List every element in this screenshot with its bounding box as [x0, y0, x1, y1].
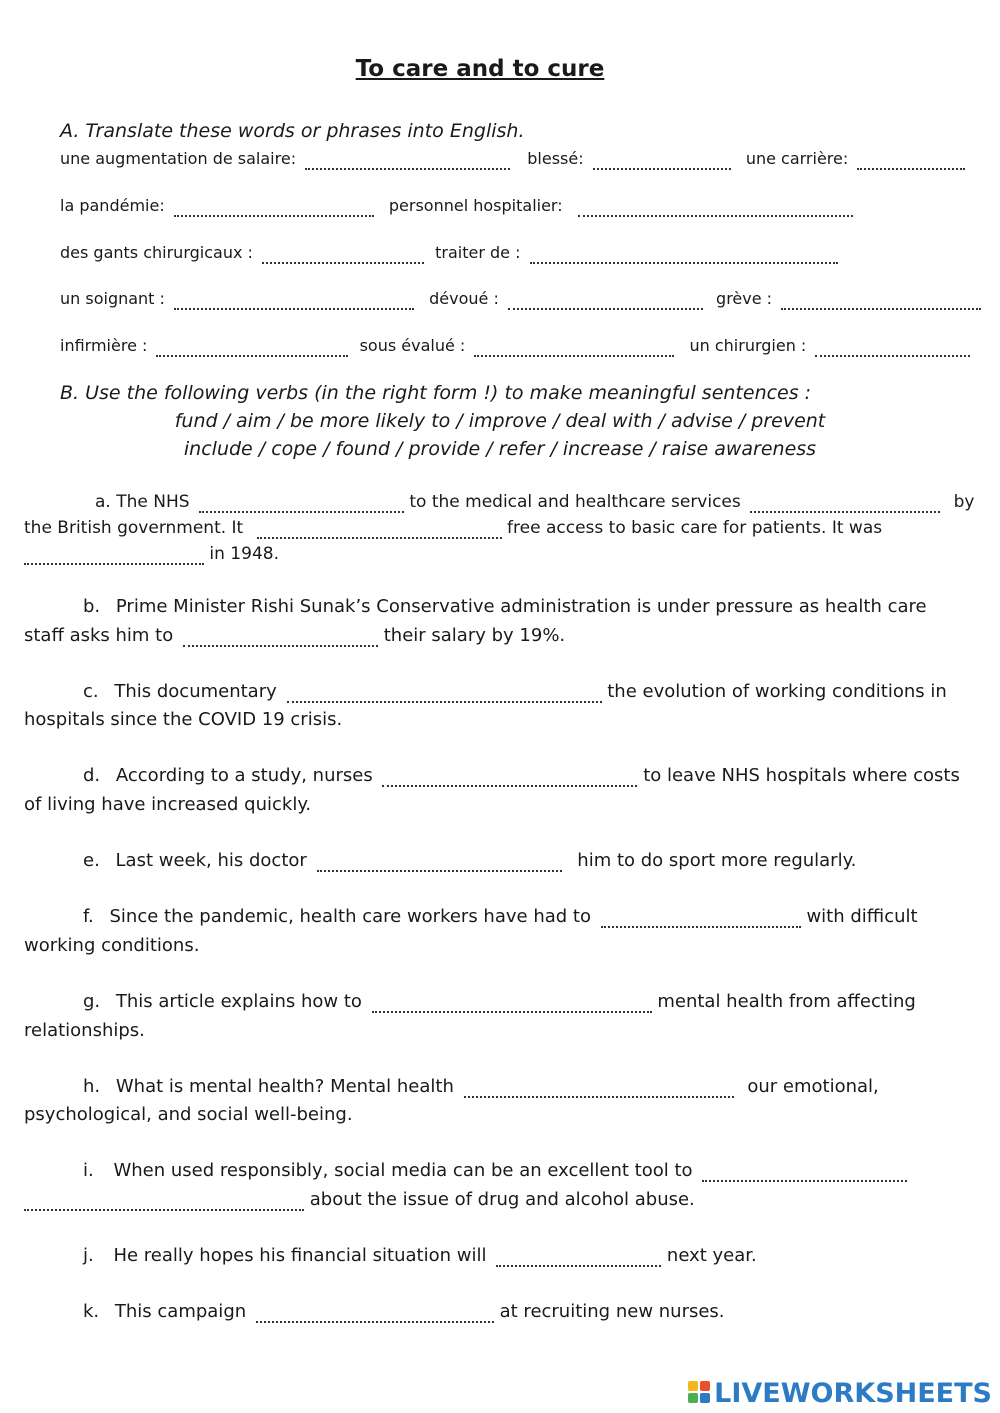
- sentence-blank-input[interactable]: [317, 852, 562, 872]
- vocab-term: un soignant :: [60, 289, 165, 308]
- section-a-heading: A. Translate these words or phrases into English.: [60, 120, 525, 142]
- liveworksheets-logo: [688, 1378, 992, 1409]
- sentence-text: by: [953, 492, 975, 512]
- vocab-answer-input[interactable]: [815, 337, 970, 357]
- sentence-text: Last week, his doctor: [115, 850, 307, 871]
- sentence-label: e.: [83, 850, 100, 871]
- verb-list-line-2: include / cope / found / provide / refer / increase / raise awareness: [183, 438, 817, 460]
- sentence-text: According to a study, nurses: [115, 765, 373, 786]
- vocab-term: une carrière:: [745, 149, 849, 168]
- sentence-blank-input[interactable]: [464, 1078, 734, 1098]
- sentence-text: He really hopes his financial situation will: [113, 1245, 487, 1266]
- sentence-blank-input[interactable]: [256, 1303, 494, 1323]
- vocab-row-5: [60, 336, 970, 357]
- sentence-blank-input[interactable]: [601, 908, 801, 928]
- vocab-answer-input[interactable]: [530, 244, 838, 264]
- sentence-text: When used responsibly, social media can be an excellent tool to: [113, 1160, 693, 1181]
- vocab-answer-input[interactable]: [857, 150, 965, 170]
- vocab-answer-input[interactable]: [474, 337, 674, 357]
- sentence-text: the British government. It: [24, 518, 244, 538]
- vocab-term: sous évalué :: [359, 336, 466, 355]
- sentence-h-line-2: psychological, and social well-being.: [24, 1104, 353, 1125]
- vocab-answer-input[interactable]: [578, 197, 853, 217]
- sentence-blank-input[interactable]: [183, 627, 378, 647]
- vocab-term: infirmière :: [60, 336, 148, 355]
- sentence-g-line-2: relationships.: [24, 1020, 145, 1041]
- sentence-text: What is mental health? Mental health: [115, 1076, 454, 1097]
- sentence-blank-input[interactable]: [24, 545, 204, 565]
- sentence-text: Since the pandemic, health care workers have had to: [109, 906, 591, 927]
- sentence-label: i.: [83, 1160, 94, 1181]
- sentence-blank-input[interactable]: [287, 683, 602, 703]
- sentence-a-line-2: [24, 518, 882, 539]
- vocab-answer-input[interactable]: [174, 290, 414, 310]
- sentence-text: This article explains how to: [115, 991, 362, 1012]
- sentence-e-line-1: [83, 850, 856, 872]
- vocab-answer-input[interactable]: [156, 337, 348, 357]
- vocab-term: personnel hospitalier:: [388, 196, 563, 215]
- liveworksheets-logo-text: LIVEWORKSHEETS: [714, 1378, 992, 1409]
- vocab-term: des gants chirurgicaux :: [60, 243, 253, 262]
- sentence-text: in 1948.: [209, 544, 279, 564]
- sentence-blank-input[interactable]: [382, 767, 637, 787]
- sentence-b-line-2: [24, 625, 565, 647]
- vocab-answer-input[interactable]: [508, 290, 703, 310]
- vocab-term: dévoué :: [429, 289, 499, 308]
- sentence-text: the evolution of working conditions in: [607, 681, 947, 702]
- vocab-row-3: [60, 243, 838, 264]
- sentence-g-line-1: [83, 991, 916, 1013]
- sentence-text: our emotional,: [747, 1076, 879, 1097]
- sentence-i-line-1: [83, 1160, 907, 1182]
- sentence-text: next year.: [666, 1245, 757, 1266]
- sentence-text: This campaign: [114, 1301, 247, 1322]
- sentence-label: g.: [83, 991, 101, 1012]
- sentence-blank-input[interactable]: [702, 1162, 907, 1182]
- sentence-blank-input[interactable]: [750, 493, 940, 513]
- sentence-text: This documentary: [114, 681, 277, 702]
- vocab-term: la pandémie:: [60, 196, 165, 215]
- sentence-b-line-1: [83, 596, 927, 617]
- sentence-text: staff asks him to: [24, 625, 174, 646]
- sentence-text: to leave NHS hospitals where costs: [643, 765, 960, 786]
- vocab-term: un chirurgien :: [689, 336, 807, 355]
- sentence-label: a.: [95, 492, 111, 512]
- sentence-label: j.: [83, 1245, 94, 1266]
- vocab-row-4: [60, 289, 981, 310]
- sentence-text: Prime Minister Rishi Sunak’s Conservative administration is under pressure as health care: [115, 596, 927, 617]
- sentence-k-line-1: [83, 1301, 725, 1323]
- vocab-term: blessé:: [527, 149, 584, 168]
- sentence-label: f.: [83, 906, 94, 927]
- vocab-answer-input[interactable]: [262, 244, 424, 264]
- vocab-answer-input[interactable]: [593, 150, 731, 170]
- sentence-text: mental health from affecting: [657, 991, 916, 1012]
- sentence-f-line-2: working conditions.: [24, 935, 200, 956]
- sentence-c-line-2: hospitals since the COVID 19 crisis.: [24, 709, 343, 730]
- sentence-label: h.: [83, 1076, 101, 1097]
- sentence-blank-input[interactable]: [496, 1247, 661, 1267]
- sentence-label: d.: [83, 765, 101, 786]
- liveworksheets-logo-icon: [688, 1381, 712, 1405]
- vocab-answer-input[interactable]: [305, 150, 510, 170]
- vocab-row-2: [60, 196, 853, 217]
- sentence-a-line-3: [24, 544, 279, 565]
- sentence-text: to the medical and healthcare services: [409, 492, 741, 512]
- sentence-label: c.: [83, 681, 99, 702]
- sentence-text: about the issue of drug and alcohol abuse.: [309, 1189, 695, 1210]
- sentence-text: at recruiting new nurses.: [499, 1301, 725, 1322]
- page-title: To care and to cure: [355, 56, 605, 82]
- sentence-text: free access to basic care for patients. It was: [507, 518, 883, 538]
- vocab-answer-input[interactable]: [781, 290, 981, 310]
- sentence-blank-input[interactable]: [199, 493, 404, 513]
- vocab-row-1: [60, 149, 965, 170]
- sentence-text: The NHS: [116, 492, 190, 512]
- sentence-d-line-1: [83, 765, 960, 787]
- sentence-a-line-1: [95, 492, 974, 513]
- vocab-term: grève :: [716, 289, 773, 308]
- sentence-d-line-2: of living have increased quickly.: [24, 794, 312, 815]
- verb-list-line-1: fund / aim / be more likely to / improve / deal with / advise / prevent: [174, 410, 826, 432]
- sentence-label: k.: [83, 1301, 100, 1322]
- section-b-heading: B. Use the following verbs (in the right form !) to make meaningful sentences :: [60, 382, 812, 404]
- sentence-i-line-2: [24, 1189, 695, 1211]
- sentence-text: their salary by 19%.: [383, 625, 566, 646]
- sentence-blank-input[interactable]: [257, 519, 502, 539]
- sentence-blank-input[interactable]: [24, 1191, 304, 1211]
- sentence-label: b.: [83, 596, 101, 617]
- sentence-h-line-1: [83, 1076, 879, 1098]
- sentence-blank-input[interactable]: [372, 993, 652, 1013]
- sentence-f-line-1: [83, 906, 918, 928]
- sentence-text: him to do sport more regularly.: [577, 850, 857, 871]
- vocab-answer-input[interactable]: [174, 197, 374, 217]
- sentence-j-line-1: [83, 1245, 757, 1267]
- vocab-term: traiter de :: [435, 243, 521, 262]
- vocab-term: une augmentation de salaire:: [60, 149, 297, 168]
- sentence-text: with difficult: [806, 906, 918, 927]
- sentence-c-line-1: [83, 681, 947, 703]
